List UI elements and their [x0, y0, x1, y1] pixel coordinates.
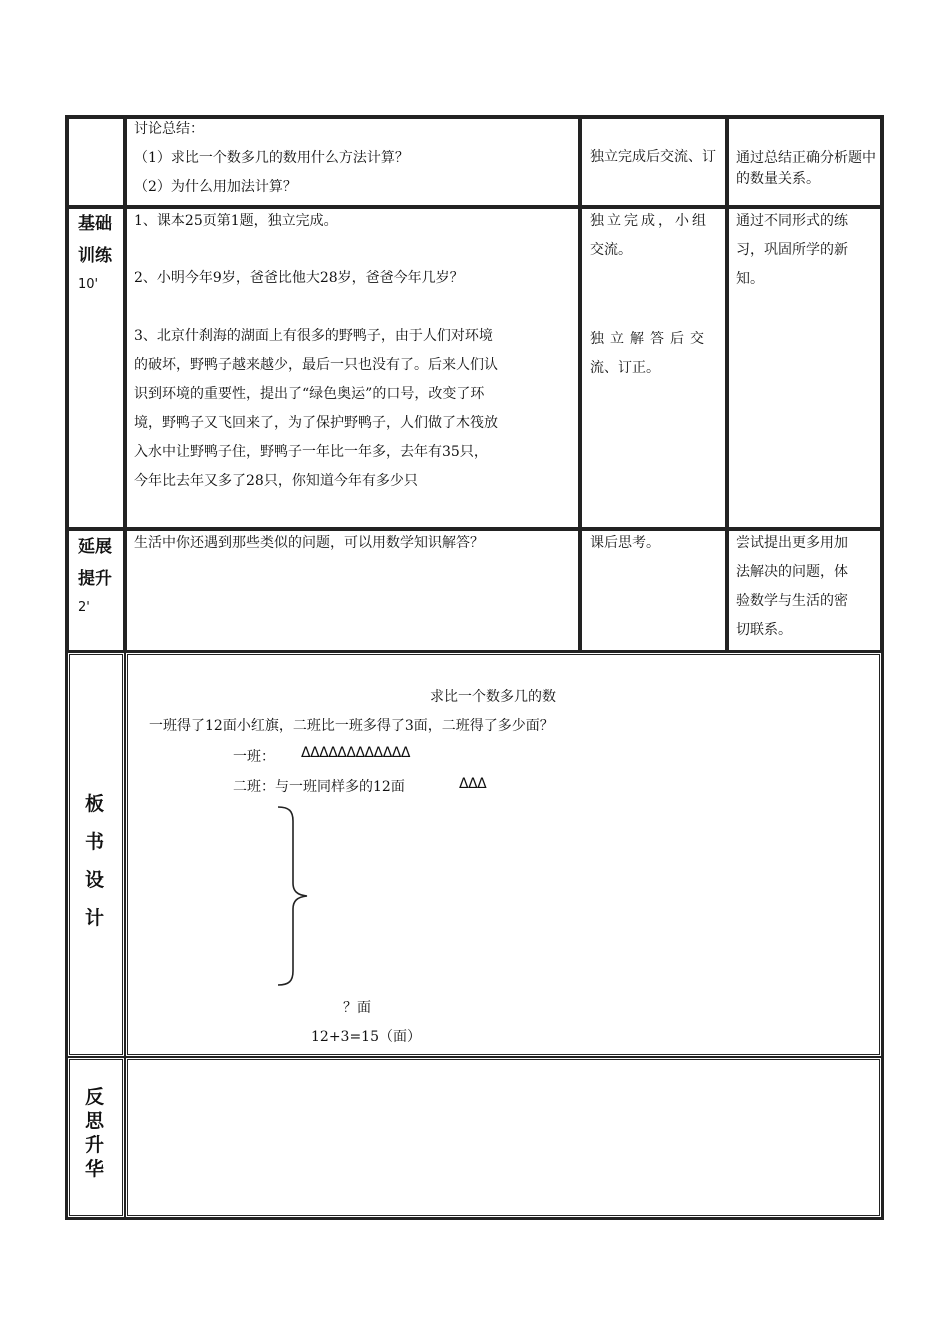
summary-heading: 讨论总结：	[134, 121, 204, 137]
board-label-char-3: 设	[85, 869, 105, 891]
basic-intent-line-3: 知。	[736, 271, 764, 287]
basic-question-1: 1、课本25页第1题，独立完成。	[134, 213, 338, 229]
reflect-label-char-1: 反	[85, 1086, 105, 1108]
q3-line-3: 识到环境的重要性，提出了“绿色奥运”的口号，改变了环	[134, 386, 485, 402]
basic-question-3	[134, 322, 498, 496]
basic-intent-line-2: 习，巩固所学的新	[736, 242, 848, 258]
reflect-label-char-2: 思	[85, 1110, 105, 1132]
board-problem: 一班得了12面小红旗，二班比一班多得了3面，二班得了多少面？	[149, 718, 554, 734]
board-question: ？面	[343, 1000, 371, 1016]
board-class2-marks: ΔΔΔ	[459, 776, 487, 792]
basic-activity-2-line-2: 流、订正。	[590, 360, 660, 376]
basic-activity-1-line-1: 独立完成，小组	[590, 213, 709, 229]
extend-content: 生活中你还遇到那些类似的问题，可以用数学知识解答？	[134, 535, 484, 551]
basic-activity-2-line-1: 独立解答后交	[590, 331, 710, 347]
board-class2-label: 二班：与一班同样多的12面	[233, 779, 405, 795]
board-label-char-4: 计	[85, 907, 105, 929]
board-class1-label: 一班：	[233, 749, 275, 765]
q3-line-4: 境，野鸭子又飞回来了，为了保护野鸭子，人们做了木筏放	[134, 415, 498, 431]
summary-activity: 独立完成后交流、订	[590, 149, 716, 165]
board-label-char-1: 板	[85, 793, 105, 815]
reflect-label	[85, 1085, 104, 1181]
summary-question-1: （1）求比一个数多几的数用什么方法计算？	[134, 150, 409, 166]
extend-intent-line-4: 切联系。	[736, 622, 792, 638]
q3-line-5: 入水中让野鸭子住，野鸭子一年比一年多，去年有35只，	[134, 444, 488, 460]
summary-label-cell	[67, 117, 125, 207]
basic-label-line-2: 训练	[78, 246, 112, 266]
board-title: 求比一个数多几的数	[430, 689, 556, 705]
extend-intent-line-3: 验数学与生活的密	[736, 593, 848, 609]
reflect-label-char-4: 华	[85, 1158, 105, 1180]
q3-line-1: 3、北京什刹海的湖面上有很多的野鸭子，由于人们对环境	[134, 328, 493, 344]
board-class1-marks: ΔΔΔΔΔΔΔΔΔΔΔΔ	[301, 745, 410, 761]
board-label-char-2: 书	[85, 831, 105, 853]
basic-activity-1-line-2: 交流。	[590, 242, 632, 258]
basic-intent-line-1: 通过不同形式的练	[736, 213, 848, 229]
basic-label-line-1: 基础	[78, 214, 112, 234]
extend-intent-line-2: 法解决的问题，体	[736, 564, 848, 580]
basic-label	[78, 208, 112, 298]
q3-line-2: 的破坏，野鸭子越来越少，最后一只也没有了。后来人们认	[134, 357, 498, 373]
basic-minutes: 10'	[78, 277, 99, 292]
curly-brace-icon	[275, 805, 315, 987]
summary-intent: 通过总结正确分析题中的数量关系。	[736, 150, 876, 187]
extend-minutes: 2'	[78, 600, 90, 615]
reflect-content-cell	[125, 1057, 882, 1218]
board-content-cell	[125, 652, 882, 1057]
reflect-label-char-3: 升	[85, 1134, 105, 1156]
extend-label	[78, 531, 112, 621]
extend-label-line-1: 延展	[78, 537, 112, 557]
board-equation: 12+3=15（面）	[311, 1029, 421, 1045]
basic-question-2: 2、小明今年9岁，爸爸比他大28岁，爸爸今年几岁？	[134, 270, 464, 286]
q3-line-6: 今年比去年又多了28只，你知道今年有多少只	[134, 473, 418, 489]
summary-question-2: （2）为什么用加法计算？	[134, 179, 297, 195]
board-label	[85, 785, 104, 937]
extend-activity: 课后思考。	[590, 535, 660, 551]
extend-intent-line-1: 尝试提出更多用加	[736, 535, 848, 551]
extend-label-line-2: 提升	[78, 569, 112, 589]
